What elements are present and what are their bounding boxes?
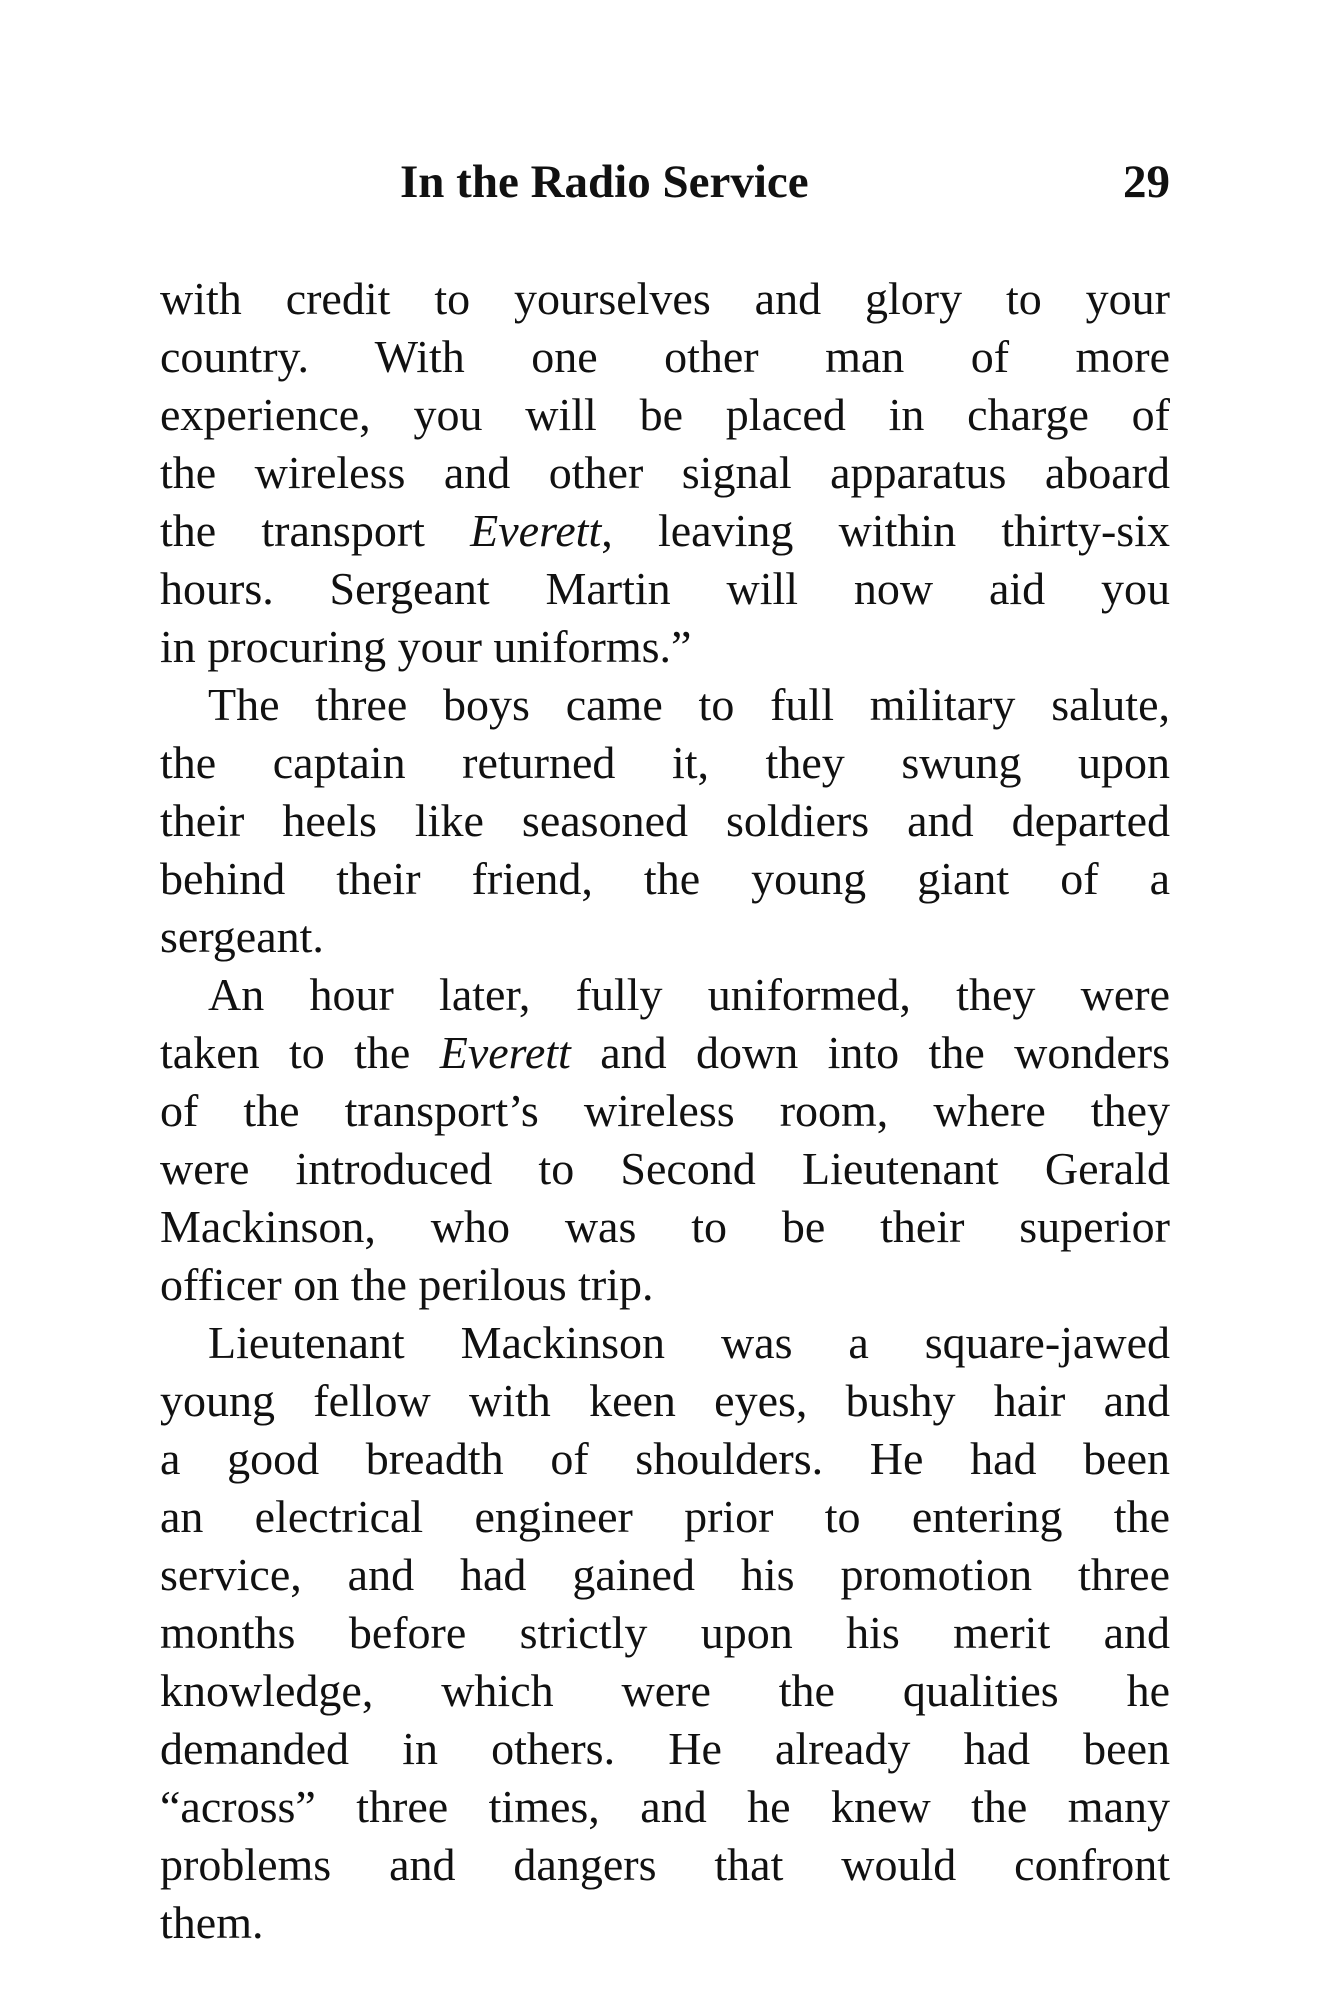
line-text: officer on the perilous trip.	[160, 1259, 654, 1310]
line-text: the transport	[160, 505, 471, 556]
text-line	[160, 850, 1170, 908]
text-line	[160, 1720, 1170, 1778]
line-text: Lieutenant Mackinson was a square-jawed	[208, 1317, 1170, 1368]
line-text: their heels like seasoned soldiers and departed	[160, 795, 1170, 846]
line-text: problems and dangers that would confront	[160, 1839, 1170, 1890]
text-line	[160, 270, 1170, 328]
text-line	[160, 676, 1170, 734]
running-head	[160, 152, 1170, 212]
line-text: taken to the	[160, 1027, 440, 1078]
text-line	[160, 1198, 1170, 1256]
line-text: in procuring your uniforms.”	[160, 621, 692, 672]
text-line	[160, 1140, 1170, 1198]
line-text: of the transport’s wireless room, where they	[160, 1085, 1170, 1136]
text-line	[160, 328, 1170, 386]
text-line	[160, 560, 1170, 618]
line-text: , leaving within thirty-six	[601, 505, 1170, 556]
line-text: were introduced to Second Lieutenant Gerald	[160, 1143, 1170, 1194]
line-text: young fellow with keen eyes, bushy hair and	[160, 1375, 1170, 1426]
running-title: In the Radio Service	[400, 156, 809, 208]
text-line	[160, 386, 1170, 444]
line-text: knowledge, which were the qualities he	[160, 1665, 1170, 1716]
text-line	[160, 1256, 1170, 1314]
ship-name: Everett	[439, 1027, 571, 1078]
text-line	[160, 1488, 1170, 1546]
text-line	[160, 1836, 1170, 1894]
text-line	[160, 734, 1170, 792]
line-text: behind their friend, the young giant of a	[160, 853, 1170, 904]
text-line	[160, 908, 1170, 966]
line-text: months before strictly upon his merit and	[160, 1607, 1170, 1658]
text-line	[160, 1430, 1170, 1488]
line-text: the captain returned it, they swung upon	[160, 737, 1170, 788]
text-line	[160, 502, 1170, 560]
text-line	[160, 792, 1170, 850]
text-line	[160, 1024, 1170, 1082]
line-text: The three boys came to full military salute,	[208, 679, 1170, 730]
text-line	[160, 1778, 1170, 1836]
text-line	[160, 1662, 1170, 1720]
ship-name: Everett	[470, 505, 602, 556]
page-number: 29	[1123, 156, 1170, 208]
line-text: An hour later, fully uniformed, they were	[208, 969, 1170, 1020]
text-line	[160, 444, 1170, 502]
line-text: the wireless and other signal apparatus aboard	[160, 447, 1170, 498]
body-text	[160, 270, 1170, 1952]
line-text: service, and had gained his promotion three	[160, 1549, 1170, 1600]
line-text: a good breadth of shoulders. He had been	[160, 1433, 1170, 1484]
line-text: “across” three times, and he knew the many	[160, 1781, 1170, 1832]
line-text: an electrical engineer prior to entering the	[160, 1491, 1170, 1542]
text-line	[160, 1894, 1170, 1952]
line-text: hours. Sergeant Martin will now aid you	[160, 563, 1170, 614]
line-text: demanded in others. He already had been	[160, 1723, 1170, 1774]
text-line	[160, 1546, 1170, 1604]
line-text: country. With one other man of more	[160, 331, 1170, 382]
line-text: Mackinson, who was to be their superior	[160, 1201, 1170, 1252]
text-line	[160, 1082, 1170, 1140]
line-text: and down into the wonders	[570, 1027, 1170, 1078]
line-text: with credit to yourselves and glory to your	[160, 273, 1170, 324]
text-line	[160, 1314, 1170, 1372]
text-line	[160, 1604, 1170, 1662]
text-line	[160, 1372, 1170, 1430]
line-text: sergeant.	[160, 911, 324, 962]
text-line	[160, 618, 1170, 676]
line-text: experience, you will be placed in charge of	[160, 389, 1170, 440]
line-text: them.	[160, 1897, 264, 1948]
text-line	[160, 966, 1170, 1024]
